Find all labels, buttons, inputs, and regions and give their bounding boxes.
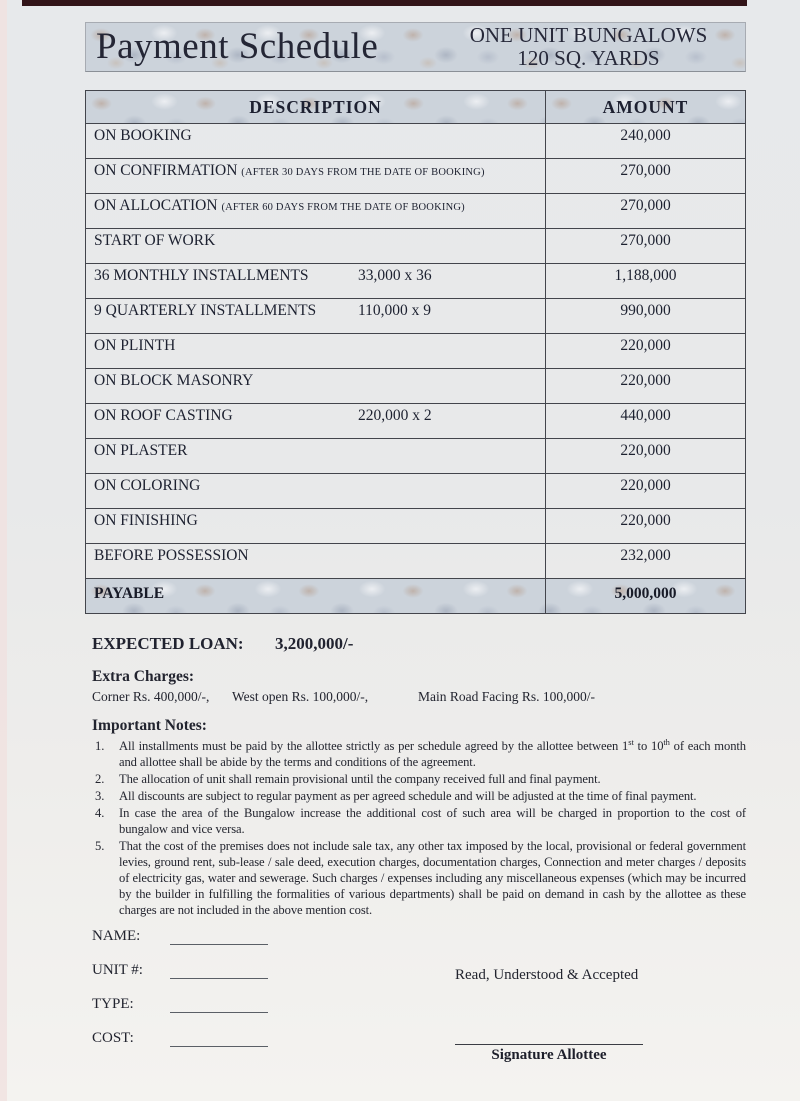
description-cell	[86, 334, 546, 369]
row-calculation: 110,000 x 9	[358, 302, 432, 319]
row-calculation: 220,000 x 2	[358, 407, 432, 424]
description-cell	[86, 439, 546, 474]
row-description: ON PLASTER	[94, 442, 188, 459]
acknowledgement-text: Read, Understood & Accepted	[455, 967, 639, 983]
row-amount: 440,000	[546, 404, 746, 439]
description-cell	[86, 509, 546, 544]
row-description: ON ROOF CASTING	[94, 407, 233, 424]
row-description: START OF WORK	[94, 232, 216, 249]
row-amount: 240,000	[546, 124, 746, 159]
form-field-row	[85, 996, 746, 1016]
document-content	[85, 0, 746, 1078]
fill-in-line	[170, 962, 268, 979]
allottee-form-section	[85, 928, 746, 1078]
payable-amount: 5,000,000	[546, 579, 746, 614]
note-text: In case the area of the Bungalow increase the additional cost of such area will be charged in proportion to the cost of bungalow and vice versa.	[119, 806, 746, 836]
table-row	[86, 229, 746, 264]
note-item	[95, 805, 746, 837]
note-text: That the cost of the premises does not include sale tax, any other tax imposed by the local, provisional or federal government levies, ground rent, sub-lease / sale deed, execution charges, documentation charges, Connection and meter charges / deposits of electricity gas, water and sewerage. Such charges / expenses including any miscellaneous expenses (which may be incurred by the builder in fulfilling the formalities of various departments) shall be paid on demand in cash by the allottee as these charges are not included in the above mention cost.	[119, 839, 746, 917]
signature-label: Signature Allottee	[491, 1047, 607, 1063]
page-title: Payment Schedule	[96, 26, 379, 67]
row-description: ON COLORING	[94, 477, 201, 494]
description-cell	[86, 299, 546, 334]
row-amount: 220,000	[546, 474, 746, 509]
table-row	[86, 439, 746, 474]
table-row	[86, 544, 746, 579]
table-row	[86, 404, 746, 439]
extra-charges-section	[85, 668, 746, 705]
table-row	[86, 474, 746, 509]
row-amount: 270,000	[546, 194, 746, 229]
row-amount: 270,000	[546, 159, 746, 194]
table-row	[86, 159, 746, 194]
scan-edge-artifact	[0, 0, 7, 1101]
subtitle-line2: 120 SQ. YARDS	[517, 46, 660, 70]
note-number: 1.	[95, 739, 105, 753]
notes-list	[85, 738, 746, 918]
table-header-row	[86, 91, 746, 124]
row-amount: 232,000	[546, 544, 746, 579]
table-row	[86, 369, 746, 404]
extra-charge-item: Corner Rs. 400,000/-,	[92, 689, 210, 704]
signature-block	[455, 1028, 643, 1064]
row-description: ON FINISHING	[94, 512, 198, 529]
description-cell	[86, 229, 546, 264]
note-text: The allocation of unit shall remain provisional until the company received full and final payment.	[119, 772, 601, 786]
form-field-row	[85, 928, 746, 948]
fill-in-line	[170, 996, 268, 1013]
fill-in-line	[170, 928, 268, 945]
row-amount: 220,000	[546, 369, 746, 404]
description-cell	[86, 404, 546, 439]
expected-loan-row	[85, 634, 746, 654]
unit-type-heading	[436, 24, 745, 70]
table-row	[86, 299, 746, 334]
form-field-label: TYPE:	[92, 996, 134, 1012]
important-notes-section	[85, 717, 746, 918]
fill-in-line	[170, 1030, 268, 1047]
note-number: 4.	[95, 806, 105, 820]
note-item	[95, 738, 746, 770]
row-amount: 220,000	[546, 509, 746, 544]
payable-label: PAYABLE	[86, 579, 546, 614]
row-description: 9 QUARTERLY INSTALLMENTS	[94, 302, 317, 319]
table-row	[86, 124, 746, 159]
note-item	[95, 788, 746, 804]
row-calculation: 33,000 x 36	[358, 267, 432, 284]
payment-schedule-table	[85, 90, 746, 614]
table-row	[86, 264, 746, 299]
extra-charges-items	[92, 689, 746, 705]
form-field-label: COST:	[92, 1030, 134, 1046]
expected-loan-value: 3,200,000/-	[275, 634, 354, 653]
note-number: 3.	[95, 789, 105, 803]
description-cell	[86, 194, 546, 229]
note-text: All installments must be paid by the allottee strictly as per schedule agreed by the allottee between 1st to 10th of each month and allottee shall be abide by the terms and conditions of the agreement.	[119, 736, 746, 769]
note-number: 2.	[95, 772, 105, 786]
note-item	[95, 771, 746, 787]
form-field-row	[85, 1030, 746, 1050]
row-description: ON BOOKING	[94, 127, 192, 144]
description-cell	[86, 124, 546, 159]
note-item	[95, 838, 746, 918]
expected-loan-label: EXPECTED LOAN:	[92, 634, 244, 653]
row-amount: 220,000	[546, 334, 746, 369]
form-field-label: UNIT #:	[92, 962, 143, 978]
description-cell	[86, 544, 546, 579]
row-description: ON ALLOCATION	[94, 197, 222, 214]
form-field-row	[85, 962, 746, 982]
column-header-amount: AMOUNT	[546, 91, 746, 124]
payable-row	[86, 579, 746, 614]
description-cell	[86, 474, 546, 509]
table-row	[86, 194, 746, 229]
important-notes-heading: Important Notes:	[92, 717, 207, 734]
form-fields	[85, 928, 746, 1050]
row-description: ON PLINTH	[94, 337, 176, 354]
row-amount: 1,188,000	[546, 264, 746, 299]
subtitle-line1: ONE UNIT BUNGALOWS	[469, 23, 708, 47]
table-row	[86, 334, 746, 369]
row-description: 36 MONTHLY INSTALLMENTS	[94, 267, 309, 284]
extra-charge-item: West open Rs. 100,000/-,	[232, 689, 369, 704]
signature-line	[455, 1028, 643, 1045]
row-amount: 220,000	[546, 439, 746, 474]
form-field-label: NAME:	[92, 928, 141, 944]
row-amount: 990,000	[546, 299, 746, 334]
table-row	[86, 509, 746, 544]
row-description: ON CONFIRMATION	[94, 162, 242, 179]
row-description: BEFORE POSSESSION	[94, 547, 249, 564]
extra-charges-heading: Extra Charges:	[92, 668, 195, 685]
note-text: All discounts are subject to regular payment as per agreed schedule and will be adjusted at the time of final payment.	[119, 789, 697, 803]
row-description-note: (AFTER 60 DAYS FROM THE DATE OF BOOKING)	[221, 202, 465, 213]
document-header	[85, 22, 746, 72]
row-amount: 270,000	[546, 229, 746, 264]
column-header-description: DESCRIPTION	[86, 91, 546, 124]
description-cell	[86, 369, 546, 404]
description-cell	[86, 264, 546, 299]
extra-charge-item: Main Road Facing Rs. 100,000/-	[418, 689, 595, 704]
row-description-note: (AFTER 30 DAYS FROM THE DATE OF BOOKING)	[241, 167, 485, 178]
description-cell	[86, 159, 546, 194]
note-number: 5.	[95, 839, 105, 853]
row-description: ON BLOCK MASONRY	[94, 372, 254, 389]
